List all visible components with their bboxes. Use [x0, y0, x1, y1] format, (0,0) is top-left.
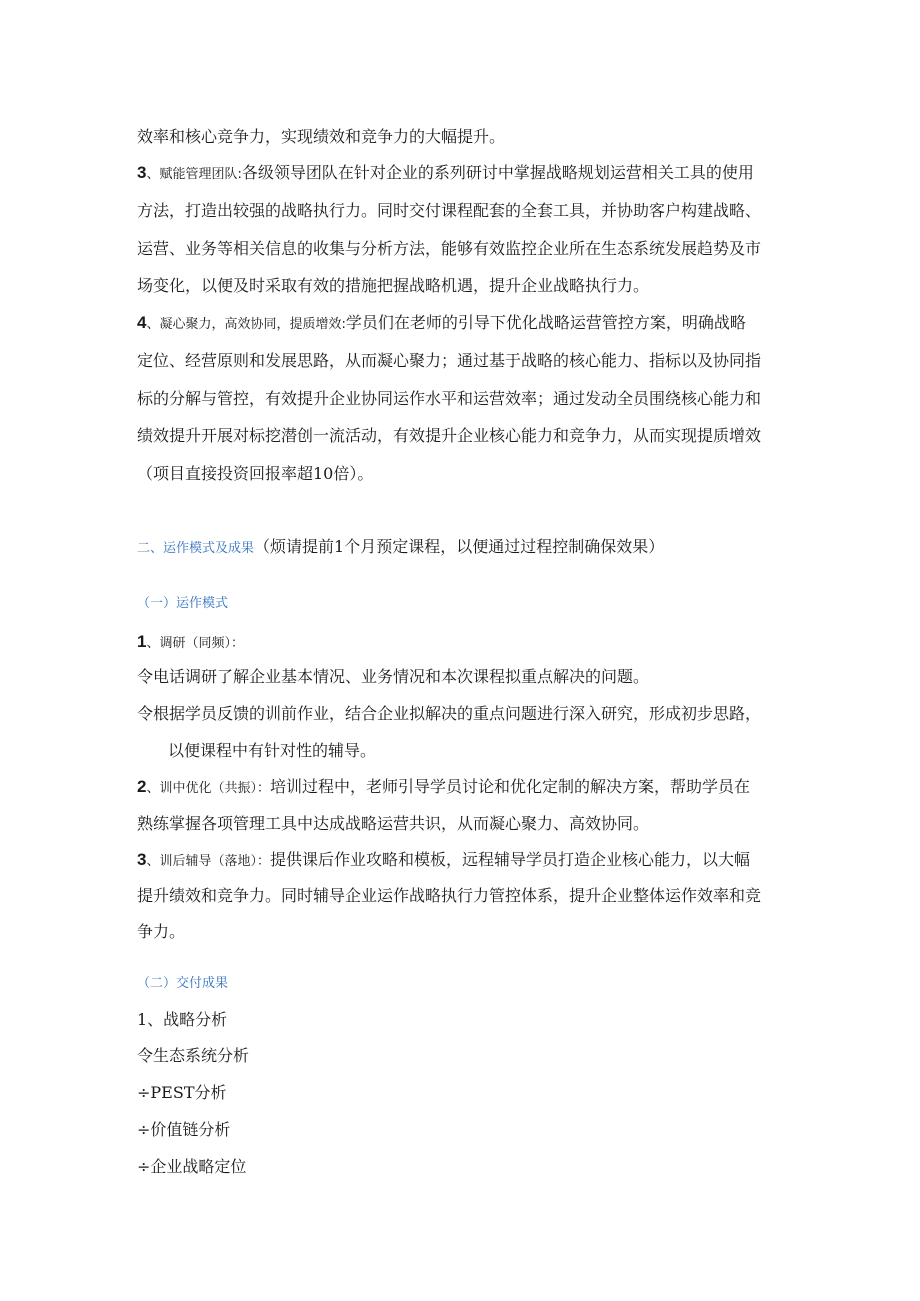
item3-keyword: 赋能管理团队 — [159, 167, 238, 182]
item3-line: 场变化，以便及时采取有效的措施把握战略机遇，提升企业战略执行力。 — [137, 276, 650, 295]
deliverable-item: ÷企业战略定位 — [137, 1157, 247, 1176]
item4-keyword: 凝心聚力，高效协同，提质增效 — [159, 317, 342, 332]
item3-number: 3 — [137, 163, 147, 182]
mode3-separator: 、 — [146, 854, 160, 869]
item4-line: （项目直接投资回报率超10倍）。 — [137, 464, 374, 483]
mode2-colon: ： — [257, 781, 271, 796]
mode2-line: 熟练掌握各项管理工具中达成战略运营共识，从而凝心聚力、高效协同。 — [137, 814, 650, 833]
mode3-line: 提升绩效和竞争力。同时辅导企业运作战略执行力管控体系，提升企业整体运作效率和竞 — [137, 886, 762, 905]
mode2-separator: 、 — [146, 781, 160, 796]
mode1-bullet: 令根据学员反馈的训前作业，结合企业拟解决的重点问题进行深入研究，形成初步思路， — [137, 704, 762, 723]
item3-line: 运营、业务等相关信息的收集与分析方法，能够有效监控企业所在生态系统发展趋势及市 — [137, 239, 762, 258]
item4-number: 4 — [137, 313, 147, 332]
mode3-line: 争力。 — [137, 922, 186, 941]
subsection-title: （一）运作模式 — [137, 596, 229, 611]
mode2-number: 2 — [137, 777, 147, 796]
item4-line: 标的分解与管控，有效提升企业协同运作水平和运营效率；通过发动全员围绕核心能力和 — [137, 389, 762, 408]
mode1-bullet-continuation: 以便课程中有针对性的辅导。 — [168, 741, 377, 760]
mode1-keyword: 调研（同频） — [159, 636, 231, 651]
item3-first-line — [137, 163, 754, 185]
item4-first-line — [137, 313, 746, 335]
item4-line: 绩效提升开展对标挖潜创一流活动，有效提升企业核心能力和竞争力，从而实现提质增效 — [137, 426, 762, 445]
mode2-keyword: 训中优化（共振） — [159, 781, 257, 796]
mode2-text: 培训过程中，老师引导学员讨论和优化定制的解决方案，帮助学员在 — [270, 777, 751, 796]
deliverable-item: 令生态系统分析 — [137, 1046, 250, 1065]
section-title: 二、运作模式及成果 — [137, 541, 255, 556]
mode1-heading — [137, 632, 244, 654]
mode3-first-line — [137, 850, 750, 872]
mode3-text: 提供课后作业攻略和模板，远程辅导学员打造企业核心能力，以大幅 — [270, 850, 751, 869]
item3-colon: : — [237, 167, 242, 182]
item3-separator: 、 — [146, 167, 160, 182]
item4-line: 定位、经营原则和发展思路，从而凝心聚力；通过基于战略的核心能力、指标以及协同指 — [137, 351, 762, 370]
subsection-heading-deliverables — [137, 972, 228, 994]
subsection-title: （二）交付成果 — [137, 976, 229, 991]
mode2-first-line — [137, 777, 750, 799]
deliverables-title: 1、战略分析 — [137, 1010, 228, 1029]
mode1-number: 1 — [137, 632, 147, 651]
item3-line: 方法，打造出较强的战略执行力。同时交付课程配套的全套工具，并协助客户构建战略、 — [137, 201, 762, 220]
mode1-separator: 、 — [146, 636, 160, 651]
subsection-heading-mode — [137, 592, 228, 614]
mode3-colon: ： — [257, 854, 271, 869]
deliverable-item: ÷价值链分析 — [137, 1120, 231, 1139]
mode1-bullet: 令电话调研了解企业基本情况、业务情况和本次课程拟重点解决的问题。 — [137, 667, 650, 686]
mode3-number: 3 — [137, 850, 147, 869]
section-note: （烦请提前1个月预定课程，以便通过过程控制确保效果） — [254, 537, 665, 556]
section-heading — [137, 537, 664, 559]
item3-text: 各级领导团队在针对企业的系列研讨中掌握战略规划运营相关工具的使用 — [241, 163, 754, 182]
deliverable-item: ÷PEST分析 — [137, 1083, 227, 1102]
item4-colon: : — [341, 317, 346, 332]
item4-text: 学员们在老师的引导下优化战略运营管控方案，明确战略 — [345, 313, 746, 332]
mode3-keyword: 训后辅导（落地） — [159, 854, 257, 869]
item4-separator: 、 — [146, 317, 160, 332]
mode1-colon: ： — [231, 636, 245, 651]
intro-line: 效率和核心竞争力，实现绩效和竞争力的大幅提升。 — [137, 127, 506, 146]
